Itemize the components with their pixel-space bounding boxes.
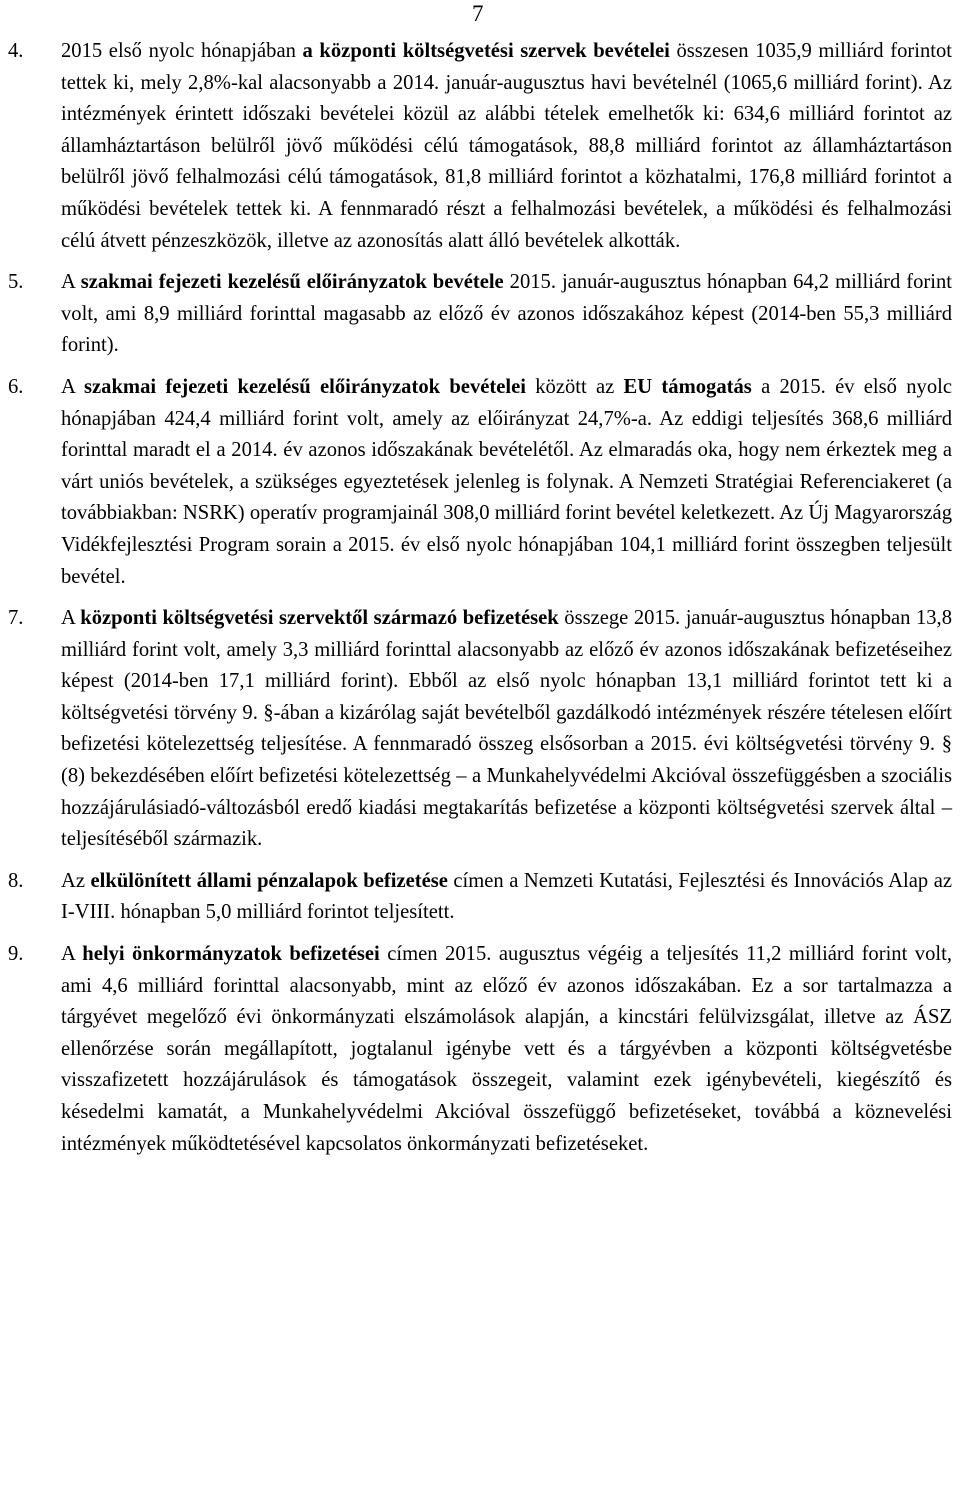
text-run: címen 2015. augusztus végéig a teljesítés 11,2 milliárd forint volt, ami 4,6 milliárd forinttal alacsonyabb, mint az előző év azonos időszakában. Ez a sor tartalmazza a tárgyévet megelőző évi önkormányzati elszámolások alapján, a kincstári felülvizsgálat, illetve az ÁSZ ellenőrzése során megállapított, jogtalanul igénybe vett és a tárgyévben a központi költségvetésbe visszafizetett hozzájárulások és támogatások összegeit, valamint ezek igénybevételi, kiegészítő és késedelmi kamatát, a Munkahelyvédelmi Akcióval összefüggő befizetéseket, továbbá a köznevelési intézmények működtetésével kapcsolatos önkormányzati befizetéseket.: [61, 943, 952, 1155]
bold-term: helyi önkormányzatok befizetései: [82, 943, 380, 966]
bold-term: elkülönített állami pénzalapok befizetése: [90, 869, 448, 892]
text-run: A: [61, 943, 83, 966]
list-item: [8, 372, 952, 593]
list-item-number: 8.: [8, 869, 24, 892]
list-item-number: 5.: [8, 271, 24, 294]
list-item-text: [61, 372, 952, 593]
text-run: A: [61, 607, 81, 630]
list-item-text: [61, 866, 952, 929]
list-item-number: 6.: [8, 375, 24, 398]
list-item-number: 7.: [8, 607, 24, 630]
list-item-text: [61, 939, 952, 1160]
text-run: 2015 első nyolc hónapjában: [61, 40, 303, 62]
text-run: összege 2015. január-augusztus hónapban 13,8 milliárd forint volt, amely 3,3 milliárd forinttal alacsonyabb az előző év azonos időszakának befizetéseihez képest (2014-ben 17,1 milliárd forint). Ebből az első nyolc hónapban 13,1 milliárd forintot tett ki a költségvetési törvény 9. §-ában a kizárólag saját bevételből gazdálkodó intézmények részére tételesen előírt befizetési kötelezettség teljesítése. A fennmaradó összeg elsősorban a 2015. évi költségvetési törvény 9. § (8) bekezdésében előírt befizetési kötelezettség – a Munkahelyvédelmi Akcióval összefüggésben a szociális hozzájárulásiadó-változásból eredő kiadási megtakarítás befizetése a központi költségvetési szervek által – teljesítéséből származik.: [61, 607, 952, 851]
text-run: Az: [61, 869, 91, 892]
list-item-number: 9.: [8, 943, 24, 966]
text-run: 2015. január-augusztus hónapban 64,2 milliárd forint volt, ami 8,9 milliárd forinttal magasabb az előző év azonos időszakához képest (2014-ben 55,3 milliárd forint).: [61, 271, 952, 357]
bold-term: szakmai fejezeti kezelésű előirányzatok bevételei: [84, 375, 526, 398]
list-item: [8, 939, 952, 1160]
list-item: [8, 603, 952, 856]
text-run: összesen 1035,9 milliárd forintot tettek ki, mely 2,8%-kal alacsonyabb a 2014. január-augusztus havi bevételnél (1065,6 milliárd forint). Az intézmények érintett időszaki bevételei közül az alábbi tételek emelhetők ki: 634,6 milliárd forintot az államháztartáson belülről jövő működési célú támogatások, 88,8 milliárd forintot az államháztartáson belülről jövő felhalmozási célú támogatások, 81,8 milliárd forintot a közhatalmi, 176,8 milliárd forintot a működési bevételek tettek ki. A fennmaradó részt a felhalmozási bevételek, a működési és felhalmozási célú átvett pénzeszközök, illetve az azonosítás alatt álló bevételek alkották.: [61, 40, 952, 252]
text-run: a 2015. év első nyolc hónapjában 424,4 milliárd forint volt, amely az előirányzat 24,7%-a. Az eddigi teljesítés 368,6 milliárd forinttal maradt el a 2014. év azonos időszakának bevételétől. Az elmaradás oka, hogy nem érkeztek meg a várt uniós bevételek, a szükséges egyeztetések jelenleg is folynak. A Nemzeti Stratégiai Referenciakeret (a továbbiakban: NSRK) operatív programjainál 308,0 milliárd forint bevétel keletkezett. Az Új Magyarország Vidékfejlesztési Program sorain a 2015. év első nyolc hónapjában 104,1 milliárd forint összegben teljesült bevétel.: [61, 375, 952, 588]
list-item: [8, 267, 952, 362]
list-item-text: [61, 267, 952, 362]
bold-term: EU támogatás: [623, 375, 752, 398]
text-run: A: [61, 271, 81, 294]
text-run: A: [61, 375, 85, 398]
text-run: között az: [525, 375, 624, 398]
document-body: [8, 36, 952, 1170]
list-item: [8, 866, 952, 929]
bold-term: a központi költségvetési szervek bevételei: [302, 40, 670, 62]
list-item-number: 4.: [8, 40, 24, 62]
list-item-text: [61, 36, 952, 257]
list-item: [8, 36, 952, 257]
bold-term: központi költségvetési szervektől származó befizetések: [80, 607, 559, 630]
list-item-text: [61, 603, 952, 856]
text-run: címen a Nemzeti Kutatási, Fejlesztési és Innovációs Alap az I-VIII. hónapban 5,0 milliárd forintot teljesített.: [61, 869, 952, 924]
page-number: 7: [472, 1, 484, 26]
bold-term: szakmai fejezeti kezelésű előirányzatok bevétele: [80, 271, 504, 294]
